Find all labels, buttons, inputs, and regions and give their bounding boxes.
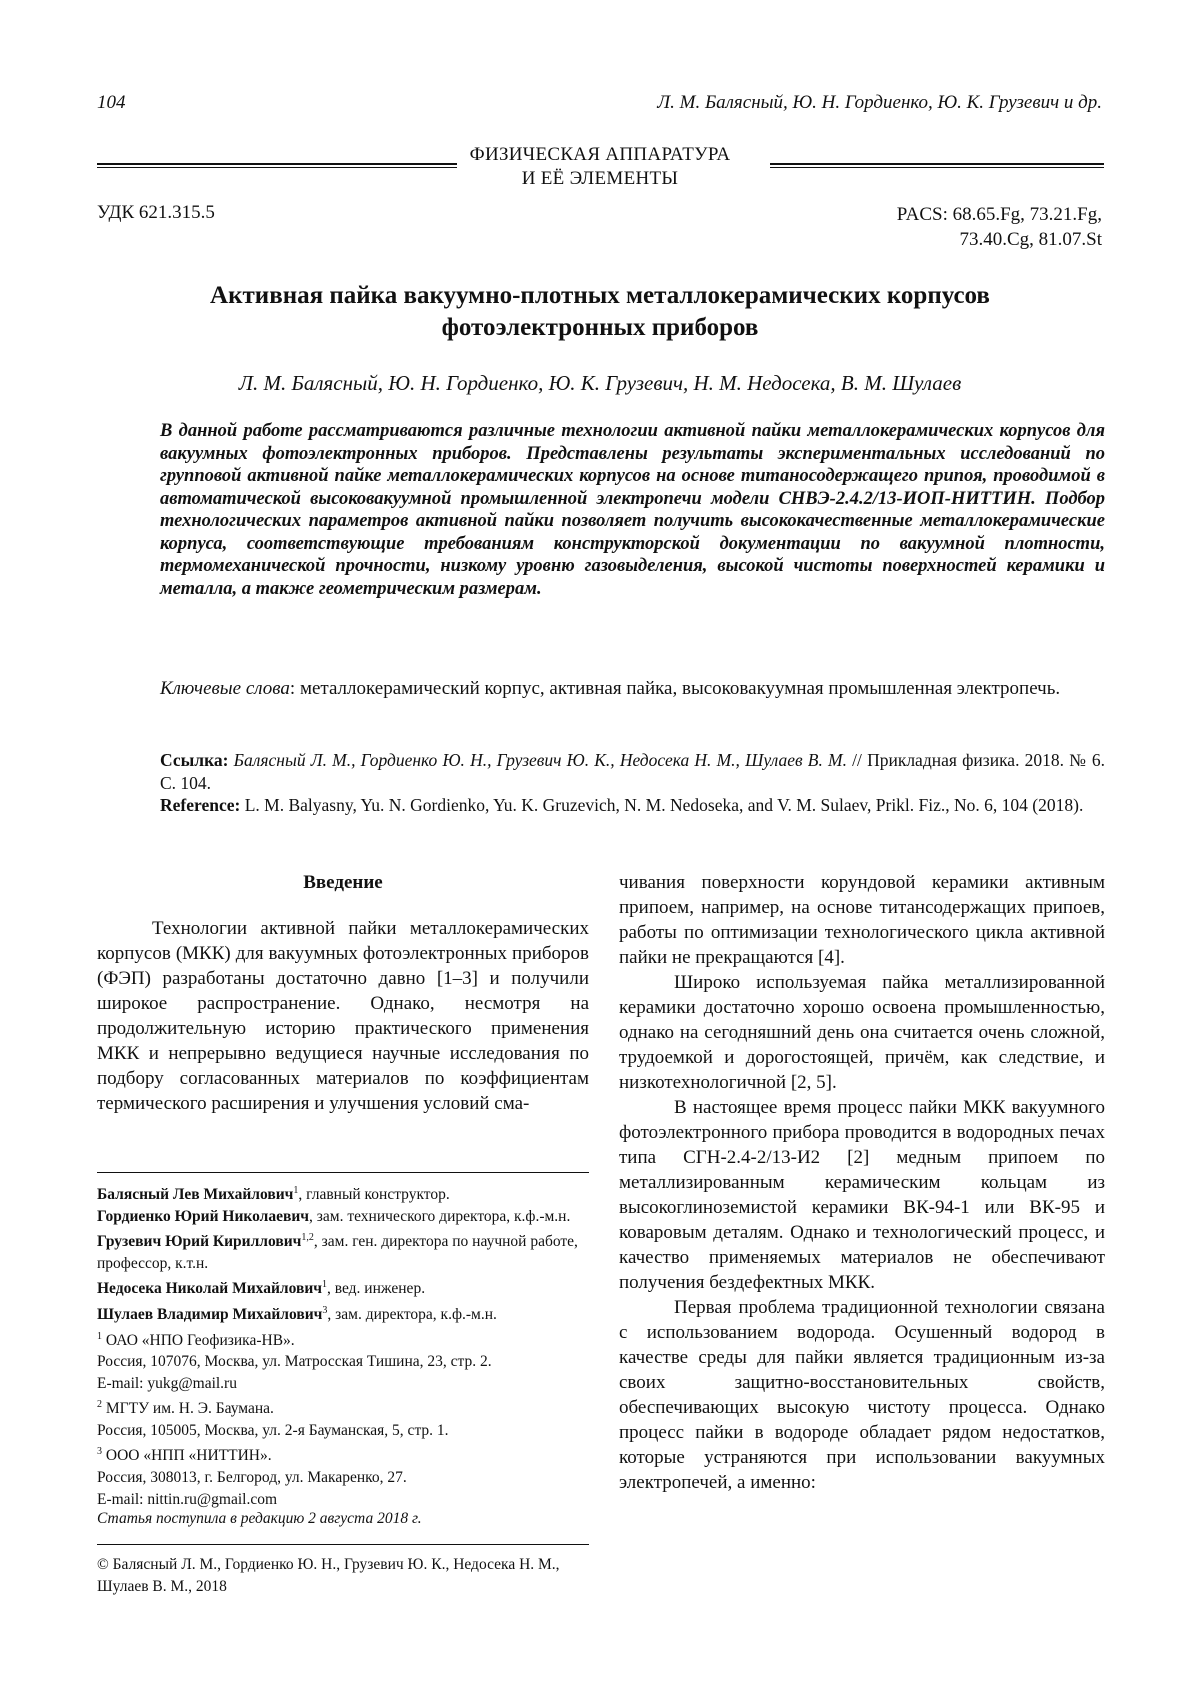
section-heading: [0, 143, 1200, 191]
citation-ru-authors: Балясный Л. М., Гордиенко Ю. Н., Грузевич Ю. К., Недосека Н. М., Шулаев В. М.: [229, 750, 847, 770]
copyright: © Балясный Л. М., Гордиенко Ю. Н., Грузевич Ю. К., Недосека Н. М., Шулаев В. М., 2018: [97, 1554, 567, 1598]
section-heading-line1: ФИЗИЧЕСКАЯ АППАРАТУРА: [0, 143, 1200, 167]
citation-en: [160, 794, 1105, 817]
footnote-org-1-email: E-mail: yukg@mail.ru: [97, 1373, 597, 1395]
intro-paragraph-1-continued: чивания поверхности корундовой керамики активным припоем, например, на основе титансодержащих припоев, работы по оптимизации технологического цикла активной пайки не прекращаются [4].: [619, 870, 1105, 970]
keywords: [160, 676, 1105, 701]
page-number: 104: [97, 92, 126, 114]
citation-ru-label: Ссылка:: [160, 750, 229, 770]
citation-en-rest: L. M. Balyasny, Yu. N. Gordienko, Yu. K. Gruzevich, N. M. Nedoseka, and V. M. Sulaev, Prikl. Fiz., No. 6, 104 (2018).: [240, 795, 1083, 815]
footnote-author-5: Шулаев Владимир Михайлович3, зам. директора, к.ф.-м.н.: [97, 1300, 597, 1326]
pacs-codes: [897, 202, 1102, 252]
footnote-org-3: 3 ООО «НПП «НИТТИН».: [97, 1441, 597, 1467]
author-footnotes: [97, 1180, 597, 1510]
footnote-org-2-address: Россия, 105005, Москва, ул. 2-я Бауманская, 5, стр. 1.: [97, 1420, 597, 1442]
left-column-text: [97, 916, 589, 1116]
footnote-org-3-address: Россия, 308013, г. Белгород, ул. Макаренко, 27.: [97, 1467, 597, 1489]
footnote-author-1: Балясный Лев Михайлович1, главный конструктор.: [97, 1180, 597, 1206]
article-title: [0, 280, 1200, 344]
copyright-rule: [97, 1544, 589, 1545]
intro-paragraph-4: Первая проблема традиционной технологии связана с использованием водорода. Осушенный водород в качестве среды для пайки является традиционным из-за своих защитно-восстановительных свойств, обеспечивающих высокую чистоту процесса. Однако процесс пайки в водороде обладает рядом недостатков, которые устраняются при использовании вакуумных электропечей, а именно:: [619, 1295, 1105, 1495]
intro-paragraph-1: Технологии активной пайки металлокерамических корпусов (МКК) для вакуумных фотоэлектронных приборов (ФЭП) разработаны достаточно давно [1–3] и получили широкое распространение. Однако, несмотря на продолжительную историю практического применения МКК и непрерывно ведущиеся научные исследования по подбору согласованных материалов по коэффициентам термического расширения и улучшения условий сма-: [97, 916, 589, 1116]
title-line1: Активная пайка вакуумно-плотных металлокерамических корпусов: [0, 280, 1200, 312]
section-heading-line2: И ЕЁ ЭЛЕМЕНТЫ: [0, 167, 1200, 191]
footnote-author-4: Недосека Николай Михайлович1, вед. инженер.: [97, 1274, 597, 1300]
citation-ru: [160, 749, 1105, 794]
abstract: В данной работе рассматриваются различные технологии активной пайки металлокерамических корпусов для вакуумных фотоэлектронных приборов. Представлены результаты экспериментальных исследований по групповой активной пайке металлокерамических корпусов на основе титаносодержащего припоя, проводимой в автоматической высоковакуумной промышленной электропечи модели СНВЭ-2.4.2/13-ИОП-НИТТИН. Подбор технологических параметров активной пайки позволяет получить высококачественные металлокерамические корпуса, соответствующие требованиям конструкторской документации по вакуумной плотности, термомеханической прочности, низкому уровню газовыделения, высокой чистоты поверхностей керамики и металла, а также геометрическим размерам.: [160, 420, 1105, 600]
citation-en-label: Reference:: [160, 795, 240, 815]
footnote-author-3: Грузевич Юрий Кириллович1,2, зам. ген. директора по научной работе, профессор, к.т.н.: [97, 1227, 597, 1274]
keywords-label: Ключевые слова: [160, 678, 290, 699]
keywords-text: : металлокерамический корпус, активная пайка, высоковакуумная промышленная электропечь.: [290, 678, 1060, 699]
intro-heading: Введение: [97, 872, 589, 894]
intro-paragraph-2: Широко используемая пайка металлизированной керамики достаточно хорошо освоена промышленностью, однако на сегодняшний день она считается очень сложной, трудоемкой и дорогостоящей, причём, как следствие, и низкотехнологичной [2, 5].: [619, 970, 1105, 1095]
footnote-org-1-address: Россия, 107076, Москва, ул. Матросская Тишина, 23, стр. 2.: [97, 1351, 597, 1373]
title-line2: фотоэлектронных приборов: [0, 312, 1200, 344]
udc-code: УДК 621.315.5: [97, 202, 215, 224]
running-head: Л. М. Балясный, Ю. Н. Гордиенко, Ю. К. Грузевич и др.: [657, 92, 1102, 114]
footnote-org-1: 1 ОАО «НПО Геофизика-НВ».: [97, 1326, 597, 1352]
footnote-rule: [97, 1172, 589, 1173]
received-date: Статья поступила в редакцию 2 августа 2018 г.: [97, 1510, 422, 1528]
citation-block: [160, 749, 1105, 817]
pacs-line2: 73.40.Cg, 81.07.St: [897, 227, 1102, 252]
right-column-text: [619, 870, 1105, 1495]
citation-ru-rest: // Прикладная физика. 2018. № 6. С. 104.: [160, 750, 1105, 793]
footnote-author-2: Гордиенко Юрий Николаевич, зам. технического директора, к.ф.-м.н.: [97, 1206, 597, 1228]
footnote-org-3-email: E-mail: nittin.ru@gmail.com: [97, 1489, 597, 1511]
footnote-org-2: 2 МГТУ им. Н. Э. Баумана.: [97, 1394, 597, 1420]
author-list: Л. М. Балясный, Ю. Н. Гордиенко, Ю. К. Грузевич, Н. М. Недосека, В. М. Шулаев: [0, 371, 1200, 396]
pacs-line1: PACS: 68.65.Fg, 73.21.Fg,: [897, 202, 1102, 227]
intro-paragraph-3: В настоящее время процесс пайки МКК вакуумного фотоэлектронного прибора проводится в водородных печах типа СГН-2.4-2/13-И2 [2] медным припоем по металлизированным керамическим кольцам из высокоглиноземистой керамики ВК-94-1 или ВК-95 и коваровым деталям. Однако и технологический процесс, и качество применяемых материалов не обеспечивают получения бездефектных МКК.: [619, 1095, 1105, 1295]
